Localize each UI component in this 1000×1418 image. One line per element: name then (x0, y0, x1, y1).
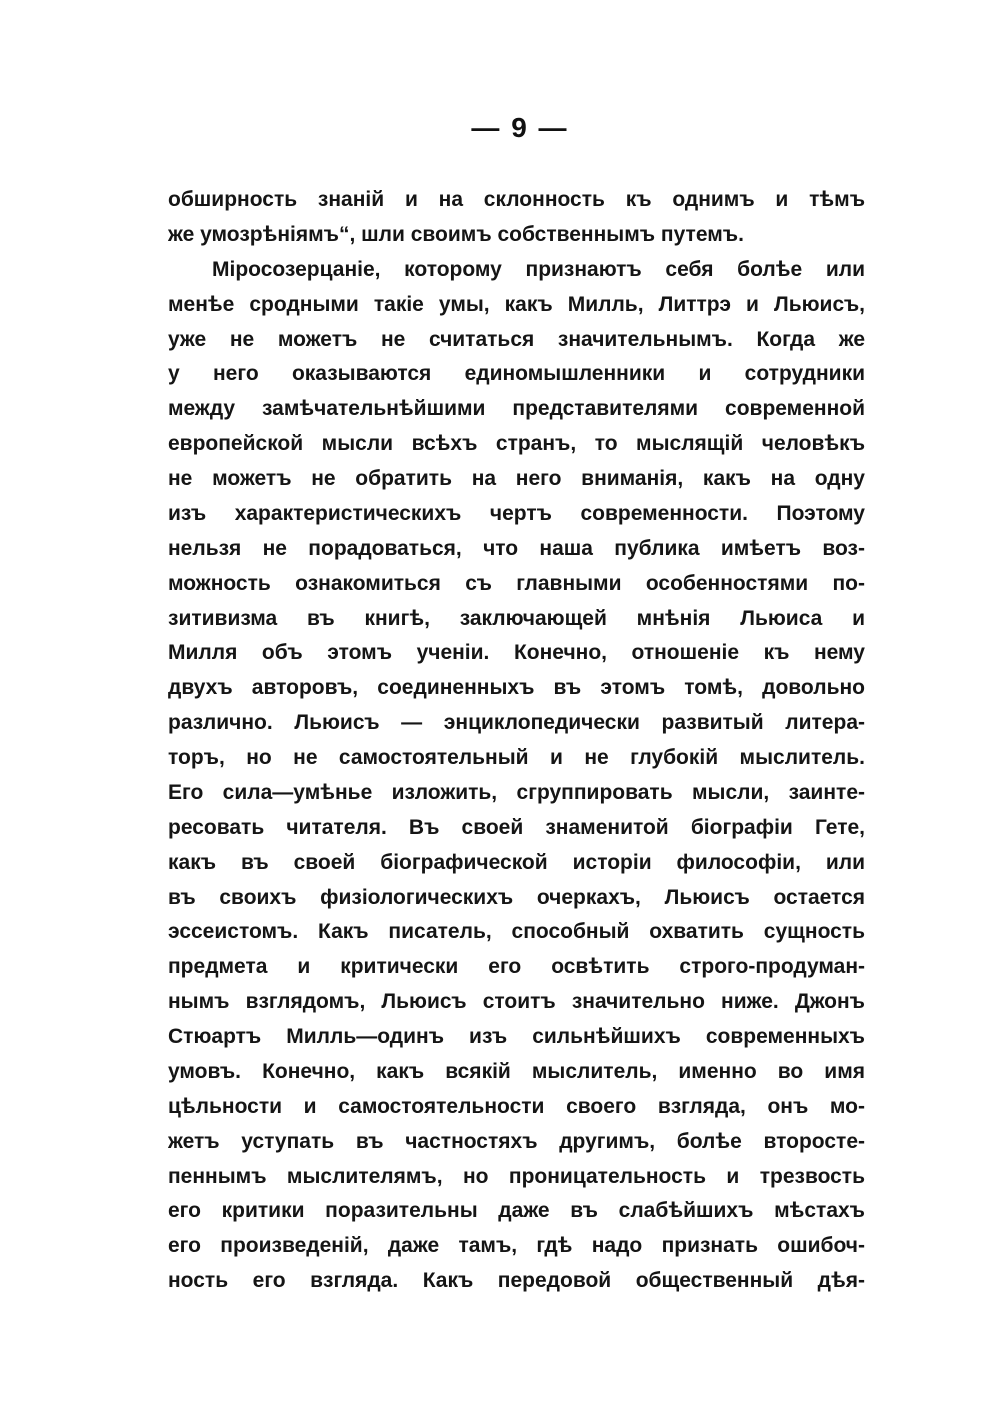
text-line: пеннымъ мыслителямъ, но проницательность и трезвость (168, 1164, 865, 1188)
text-line: эссеистомъ. Какъ писатель, способный охватить сущность (168, 920, 865, 944)
body-text (168, 183, 865, 1299)
text-line: какъ въ своей біографической исторіи философіи, или (168, 850, 865, 874)
text-line: Его сила—умѣнье изложить, сгруппировать мысли, заинте- (168, 780, 865, 804)
text-line: же умозрѣніямъ“, шли своимъ собственнымъ путемъ. (168, 222, 744, 246)
text-line: его критики поразительны даже въ слабѣйшихъ мѣстахъ (168, 1199, 865, 1223)
text-line: его произведеній, даже тамъ, гдѣ надо признать ошибоч- (168, 1234, 865, 1258)
text-line: нельзя не порадоваться, что наша публика имѣетъ воз- (168, 536, 865, 560)
page-number: — 9 — (471, 112, 569, 143)
text-line: двухъ авторовъ, соединенныхъ въ этомъ томѣ, довольно (168, 676, 865, 700)
text-line: менѣе сродными такіе умы, какъ Милль, Литтрэ и Льюисъ, (168, 292, 865, 316)
text-line: между замѣчательнѣйшими представителями современной (168, 397, 865, 421)
text-line: умовъ. Конечно, какъ всякій мыслитель, именно во имя (168, 1059, 865, 1083)
text-line: торъ, но не самостоятельный и не глубокій мыслитель. (168, 746, 865, 769)
text-line: нымъ взглядомъ, Льюисъ стоитъ значительно ниже. Джонъ (168, 990, 865, 1014)
text-line: предмета и критически его освѣтить строго-продуман- (168, 955, 865, 979)
text-line: Стюартъ Милль—одинъ изъ сильнѣйшихъ современныхъ (168, 1025, 865, 1048)
text-line: Міросозерцаніе, которому признаютъ себя болѣе или (212, 257, 865, 281)
text-line: можность ознакомиться съ главными особенностями по- (168, 571, 865, 595)
text-line: различно. Льюисъ — энциклопедически развитый литера- (168, 711, 865, 735)
text-line: ресовать читателя. Въ своей знаменитой біографіи Гете, (168, 815, 865, 839)
text-line: изъ характеристическихъ чертъ современности. Поэтому (168, 501, 865, 525)
text-line: жетъ уступать въ частностяхъ другимъ, болѣе второсте- (168, 1129, 865, 1153)
text-line: обширность знаній и на склонность къ однимъ и тѣмъ (168, 188, 865, 211)
text-line: европейской мысли всѣхъ странъ, то мыслящій человѣкъ (168, 432, 865, 456)
text-line: не можетъ не обратить на него вниманія, какъ на одну (168, 467, 865, 490)
text-line: ность его взгляда. Какъ передовой общественный дѣя- (168, 1269, 865, 1293)
text-line: Милля объ этомъ ученіи. Конечно, отношеніе къ нему (168, 641, 865, 665)
text-line: зитивизма въ книгѣ, заключающей мнѣнія Льюиса и (168, 606, 865, 630)
text-line: у него оказываются единомышленники и сотрудники (168, 362, 865, 386)
text-line: въ своихъ физіологическихъ очеркахъ, Льюисъ остается (168, 885, 865, 909)
text-line: цѣльности и самостоятельности своего взгляда, онъ мо- (168, 1094, 865, 1118)
text-line: уже не можетъ не считаться значительнымъ. Когда же (168, 327, 865, 351)
